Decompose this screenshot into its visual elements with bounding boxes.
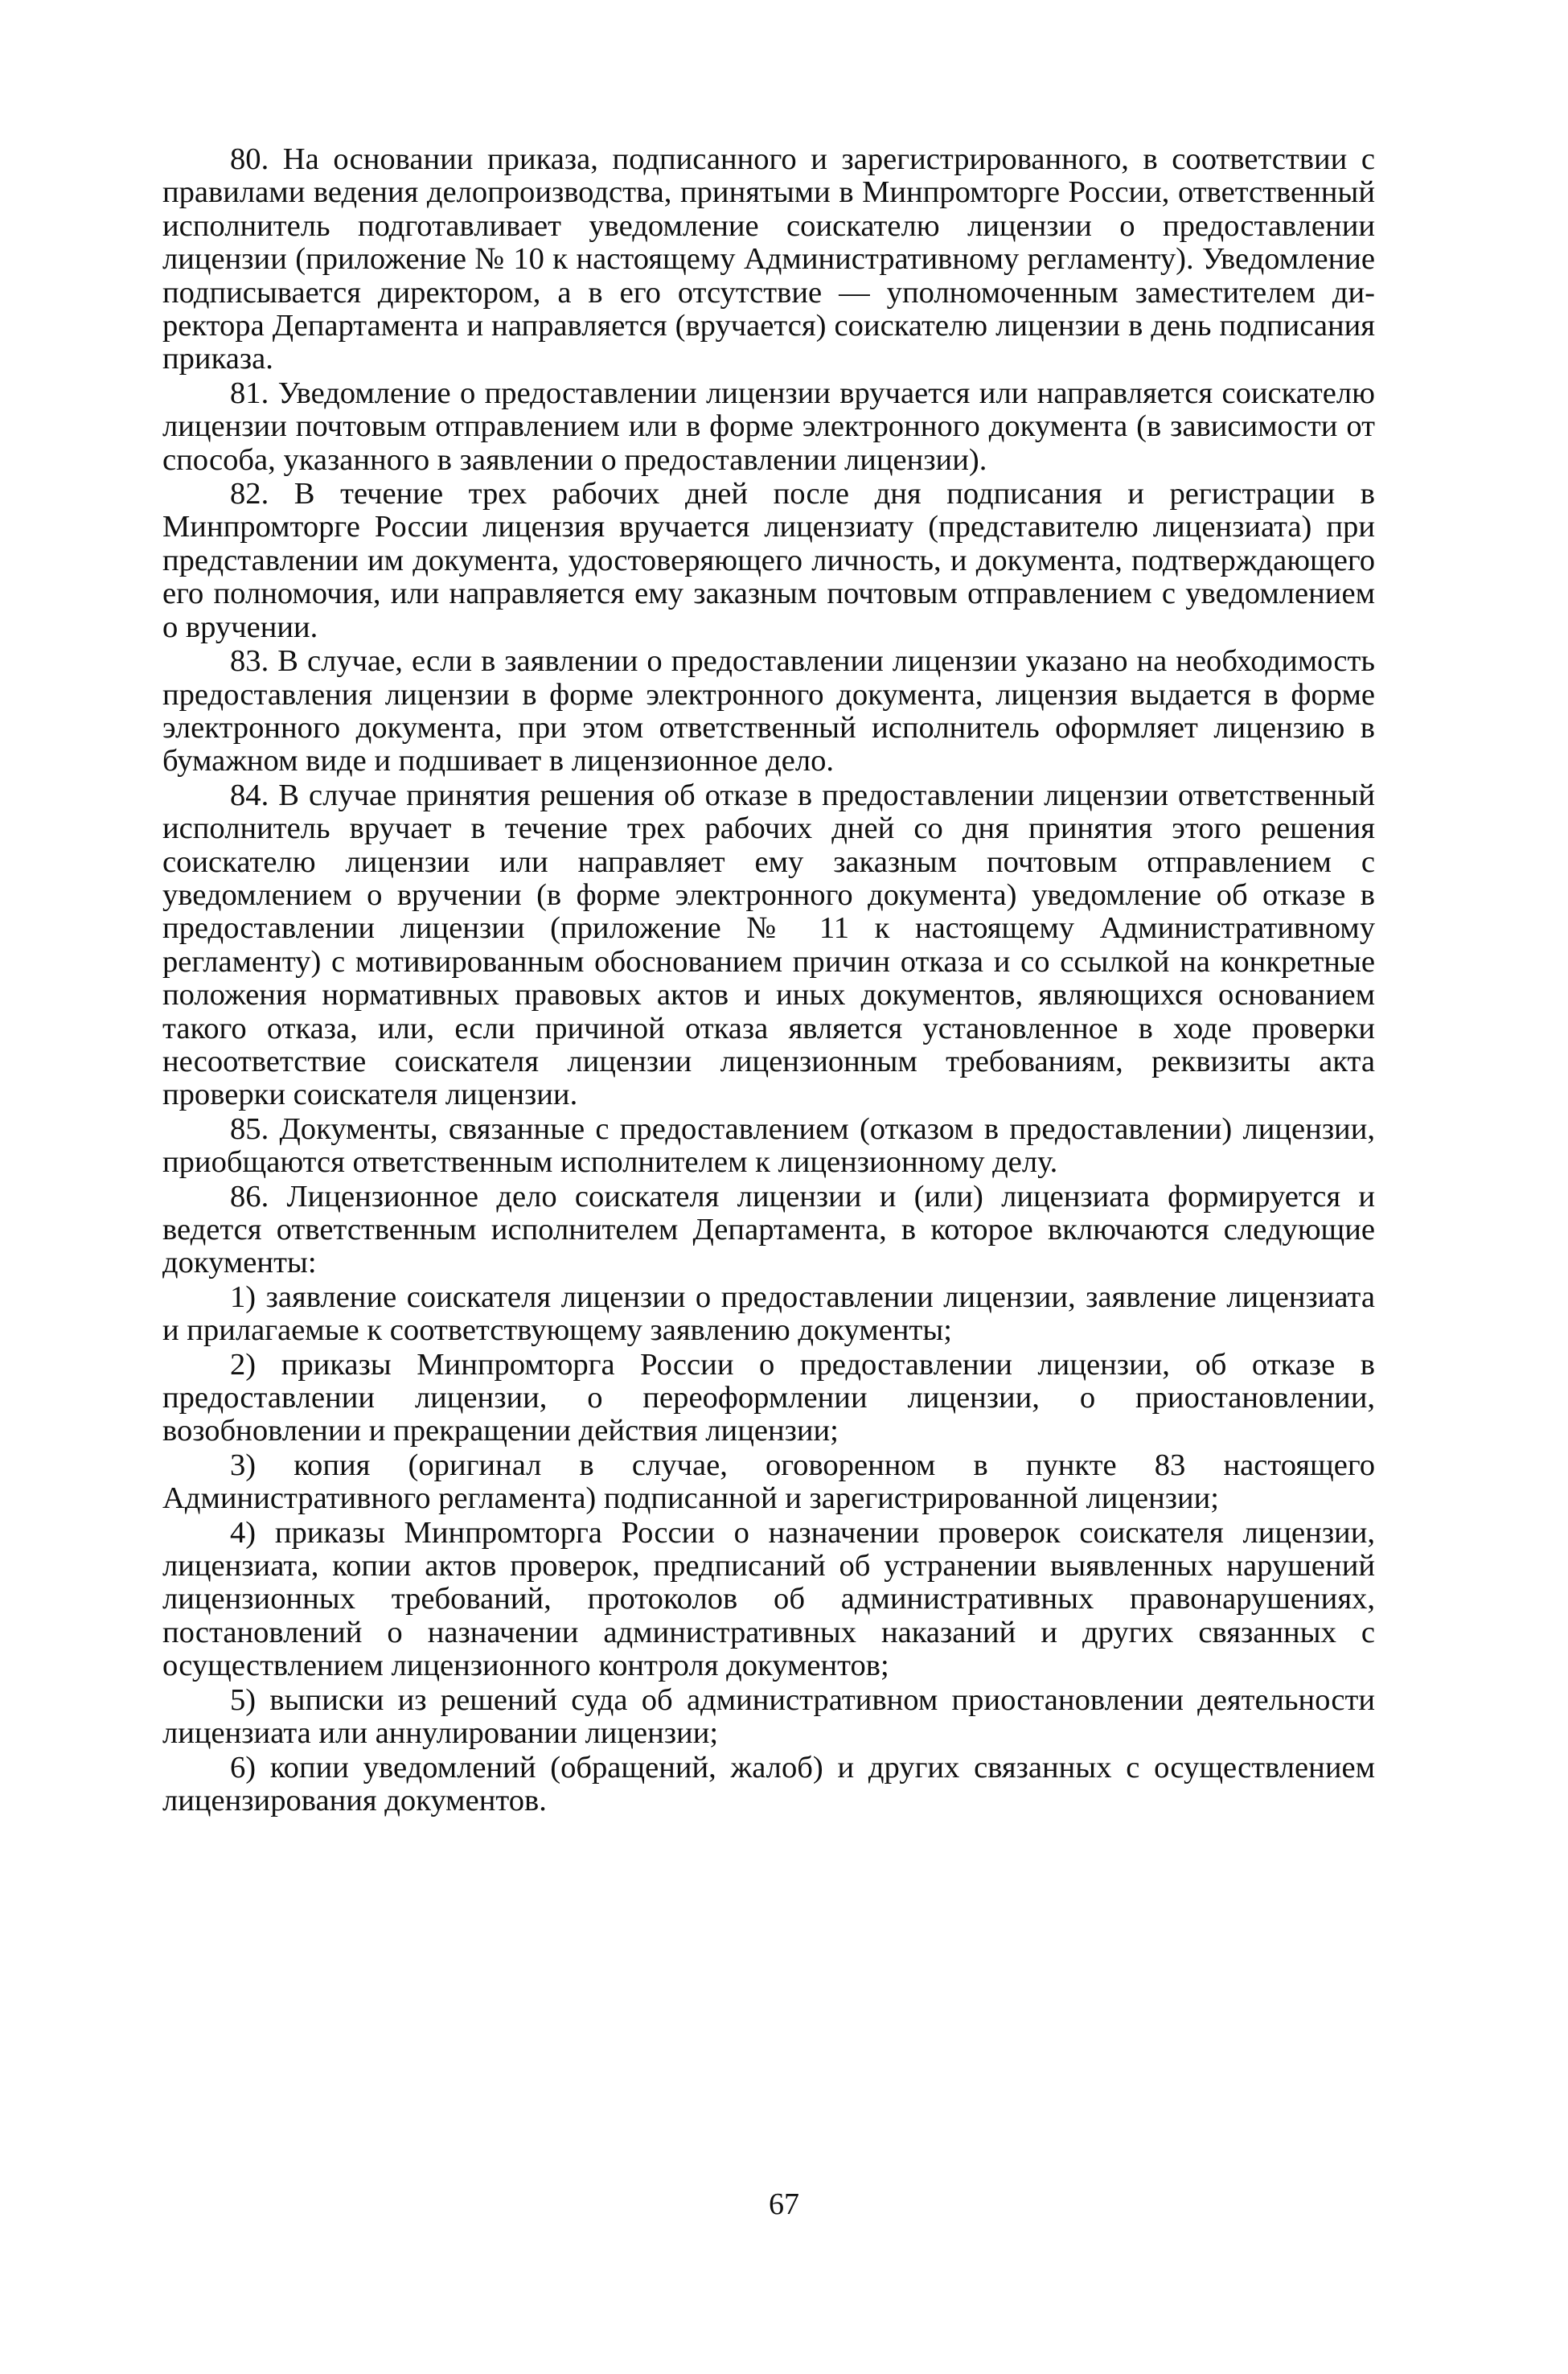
paragraph-81: 81. Уведомление о предоставлении лицензии вручается или направляется соискателю лицензии почтовым отправлением или в форме электронного документа (в зависимости от способа, указанного в заявлении о предоставлении лицензии). — [162, 376, 1375, 477]
paragraph-84: 84. В случае принятия решения об отказе в предоставлении лицензии ответственный исполнитель вручает в течение трех рабочих дней со дня принятия этого решения соискателю лицензии или направляет ему заказным почтовым отправлением с уведомлением о вручении (в форме электронного документа) уведомление об отказе в предоставлении лицензии (приложение № 11 к настоящему Административному регламенту) с мотивированным обоснованием причин отказа и со ссылкой на конкретные положения нормативных правовых актов и иных документов, являющихся основанием такого отказа, или, если причиной отказа является установленное в ходе проверки несоответствие соискателя лицензии лицензионным требованиям, реквизиты акта проверки соискателя лицензии. — [162, 778, 1375, 1112]
list-item-6: 6) копии уведомлений (обращений, жалоб) и других связанных с осуществлением лицензирования документов. — [162, 1750, 1375, 1817]
list-item-5: 5) выписки из решений суда об административном приостановлении деятельности лицензиата или аннулировании лицензии; — [162, 1682, 1375, 1751]
paragraph-85: 85. Документы, связанные с предоставлением (отказом в предоставлении) лицензии, приобщаются ответственным исполнителем к лицензионному делу. — [162, 1111, 1375, 1180]
paragraph-83: 83. В случае, если в заявлении о предоставлении лицензии указано на необходимость предоставления лицензии в форме электронного документа, лицензия выдается в форме электронного документа, при этом ответственный исполнитель оформляет лицензию в бумажном виде и подшивает в лицензионное дело. — [162, 644, 1375, 778]
paragraph-80: 80. На основании приказа, подписанного и зарегистрированного, в соответствии с правилами ведения делопроизводства, принятыми в Минпромторге России, ответственный исполнитель подготавливает уведомление соискателю лицензии о предоставлении лицензии (приложение № 10 к настоящему Административному регламенту). Уведомление подписывается директором, а в его отсутствие — уполномоченным заместителем директора Департамента и направляется (вручается) соискателю лицензии в день подписания приказа. — [162, 142, 1375, 376]
document-body — [162, 143, 1375, 1817]
list-item-1: 1) заявление соискателя лицензии о предоставлении лицензии, заявление лицензиата и прилагаемые к соответствующему заявлению документы; — [162, 1279, 1375, 1348]
list-item-4: 4) приказы Минпромторга России о назначении проверок соискателя лицензии, лицензиата, копии актов проверок, предписаний об устранении выявленных нарушений лицензионных требований, протоколов об административных правонарушениях, постановлений о назначении административных наказаний и других связанных с осуществлением лицензионного контроля документов; — [162, 1515, 1375, 1683]
list-item-3: 3) копия (оригинал в случае, оговоренном в пункте 83 настоящего Административного регламента) подписанной и зарегистрированной лицензии; — [162, 1448, 1375, 1516]
paragraph-82: 82. В течение трех рабочих дней после дня подписания и регистрации в Минпромторге России лицензия вручается лицензиату (представителю лицензиата) при представлении им документа, удостоверяющего личность, и документа, подтверждающего его полномочия, или направляется ему заказным почтовым отправлением с уведомлением о вручении. — [162, 477, 1375, 644]
list-item-2: 2) приказы Минпромторга России о предоставлении лицензии, об отказе в предоставлении лицензии, о переоформлении лицензии, о приостановлении, возобновлении и прекращении действия лицензии; — [162, 1347, 1375, 1448]
paragraph-86: 86. Лицензионное дело соискателя лицензии и (или) лицензиата формируется и ведется ответственным исполнителем Департамента, в которое включаются следующие документы: — [162, 1179, 1375, 1280]
page-number: 67 — [769, 2187, 799, 2221]
